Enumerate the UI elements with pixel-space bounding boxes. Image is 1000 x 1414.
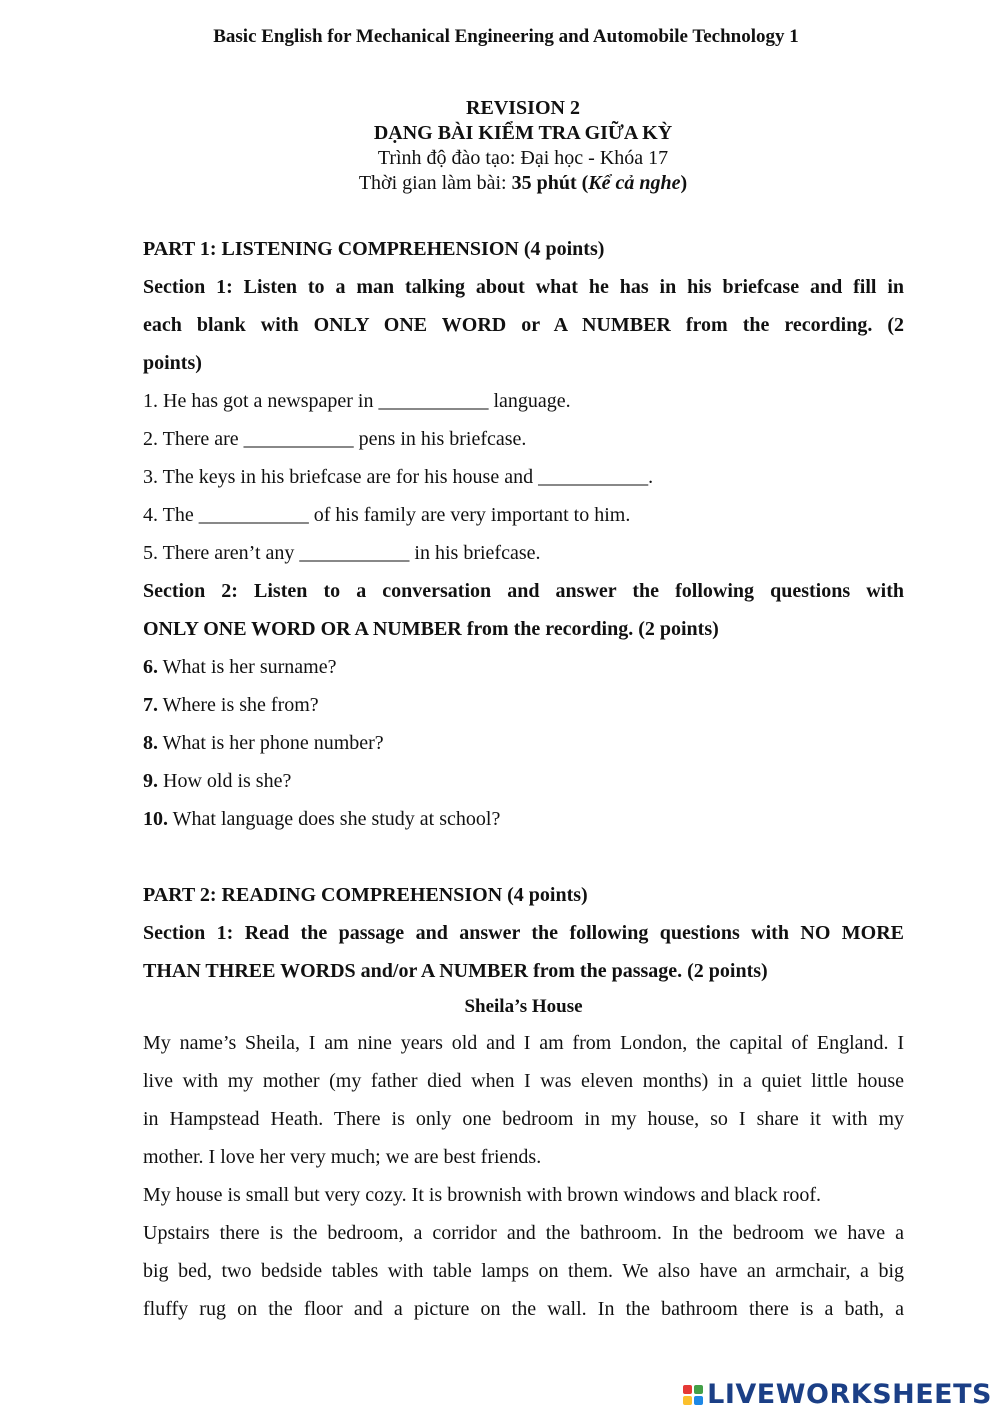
passage-title: Sheila’s House bbox=[464, 996, 583, 1017]
p2-s1-instruction-line2: THAN THREE WORDS and/or A NUMBER from the passage. (2 points) bbox=[143, 960, 768, 982]
fill-blank-item-4[interactable]: 4. The ___________ of his family are very important to him. bbox=[143, 504, 631, 526]
worksheet-body bbox=[143, 230, 904, 1328]
fill-blank-item-3[interactable]: 3. The keys in his briefcase are for his house and ___________. bbox=[143, 466, 654, 488]
passage-para1-line4: mother. I love her very much; we are best friends. bbox=[143, 1146, 542, 1168]
passage-para2: My house is small but very cozy. It is brownish with brown windows and black roof. bbox=[143, 1184, 822, 1206]
fill-blank-item-2[interactable]: 2. There are ___________ pens in his briefcase. bbox=[143, 428, 527, 450]
fill-blank-item-1[interactable]: 1. He has got a newspaper in ___________ language. bbox=[143, 390, 571, 412]
title-block bbox=[0, 96, 1000, 196]
question-9[interactable]: 9. How old is she? bbox=[143, 770, 292, 792]
passage-para3-line2: big bed, two bedside tables with table lamps on them. We also have an armchair, a big bbox=[143, 1260, 904, 1282]
logo-blocks-icon bbox=[683, 1385, 703, 1405]
passage-para1-line1: My name’s Sheila, I am nine years old and I am from London, the capital of England. I bbox=[143, 1032, 904, 1054]
question-7[interactable]: 7. Where is she from? bbox=[143, 694, 319, 716]
logo-block bbox=[694, 1385, 703, 1394]
logo-block bbox=[683, 1396, 692, 1405]
time-allowed: Thời gian làm bài: 35 phút (Kể cả nghe) bbox=[358, 172, 688, 194]
question-8[interactable]: 8. What is her phone number? bbox=[143, 732, 384, 754]
logo-block bbox=[683, 1385, 692, 1394]
p2-s1-instruction-line1: Section 1: Read the passage and answer the following questions with NO MORE bbox=[143, 922, 904, 944]
spacer bbox=[143, 838, 904, 876]
p1-s1-instruction-line2: each blank with ONLY ONE WORD or A NUMBER from the recording. (2 bbox=[143, 314, 904, 336]
logo-text: LIVEWORKSHEETS bbox=[707, 1379, 992, 1410]
liveworksheets-logo[interactable] bbox=[683, 1379, 992, 1410]
exam-type-title: DẠNG BÀI KIỂM TRA GIỮA KỲ bbox=[373, 122, 673, 144]
revision-title: REVISION 2 bbox=[466, 97, 580, 119]
part1-heading: PART 1: LISTENING COMPREHENSION (4 points) bbox=[143, 238, 605, 260]
passage-para1-line3: in Hampstead Heath. There is only one bedroom in my house, so I share it with my bbox=[143, 1108, 904, 1130]
p1-s1-instruction-line3: points) bbox=[143, 352, 202, 374]
running-header: Basic English for Mechanical Engineering and Automobile Technology 1 bbox=[213, 26, 799, 47]
training-level: Trình độ đào tạo: Đại học - Khóa 17 bbox=[377, 147, 669, 169]
question-6[interactable]: 6. What is her surname? bbox=[143, 656, 337, 678]
question-10[interactable]: 10. What language does she study at school? bbox=[143, 808, 501, 830]
logo-block bbox=[694, 1396, 703, 1405]
p1-s1-instruction-line1: Section 1: Listen to a man talking about what he has in his briefcase and fill in bbox=[143, 276, 904, 298]
passage-para3-line1: Upstairs there is the bedroom, a corridor and the bathroom. In the bedroom we have a bbox=[143, 1222, 904, 1244]
fill-blank-item-5[interactable]: 5. There aren’t any ___________ in his briefcase. bbox=[143, 542, 541, 564]
part2-heading: PART 2: READING COMPREHENSION (4 points) bbox=[143, 884, 588, 906]
passage-para3-line3: fluffy rug on the floor and a picture on the wall. In the bathroom there is a bath, a bbox=[143, 1298, 904, 1320]
p1-s2-instruction-line1: Section 2: Listen to a conversation and answer the following questions with bbox=[143, 580, 904, 602]
passage-para1-line2: live with my mother (my father died when I was eleven months) in a quiet little house bbox=[143, 1070, 904, 1092]
p1-s2-instruction-line2: ONLY ONE WORD OR A NUMBER from the recording. (2 points) bbox=[143, 618, 719, 640]
